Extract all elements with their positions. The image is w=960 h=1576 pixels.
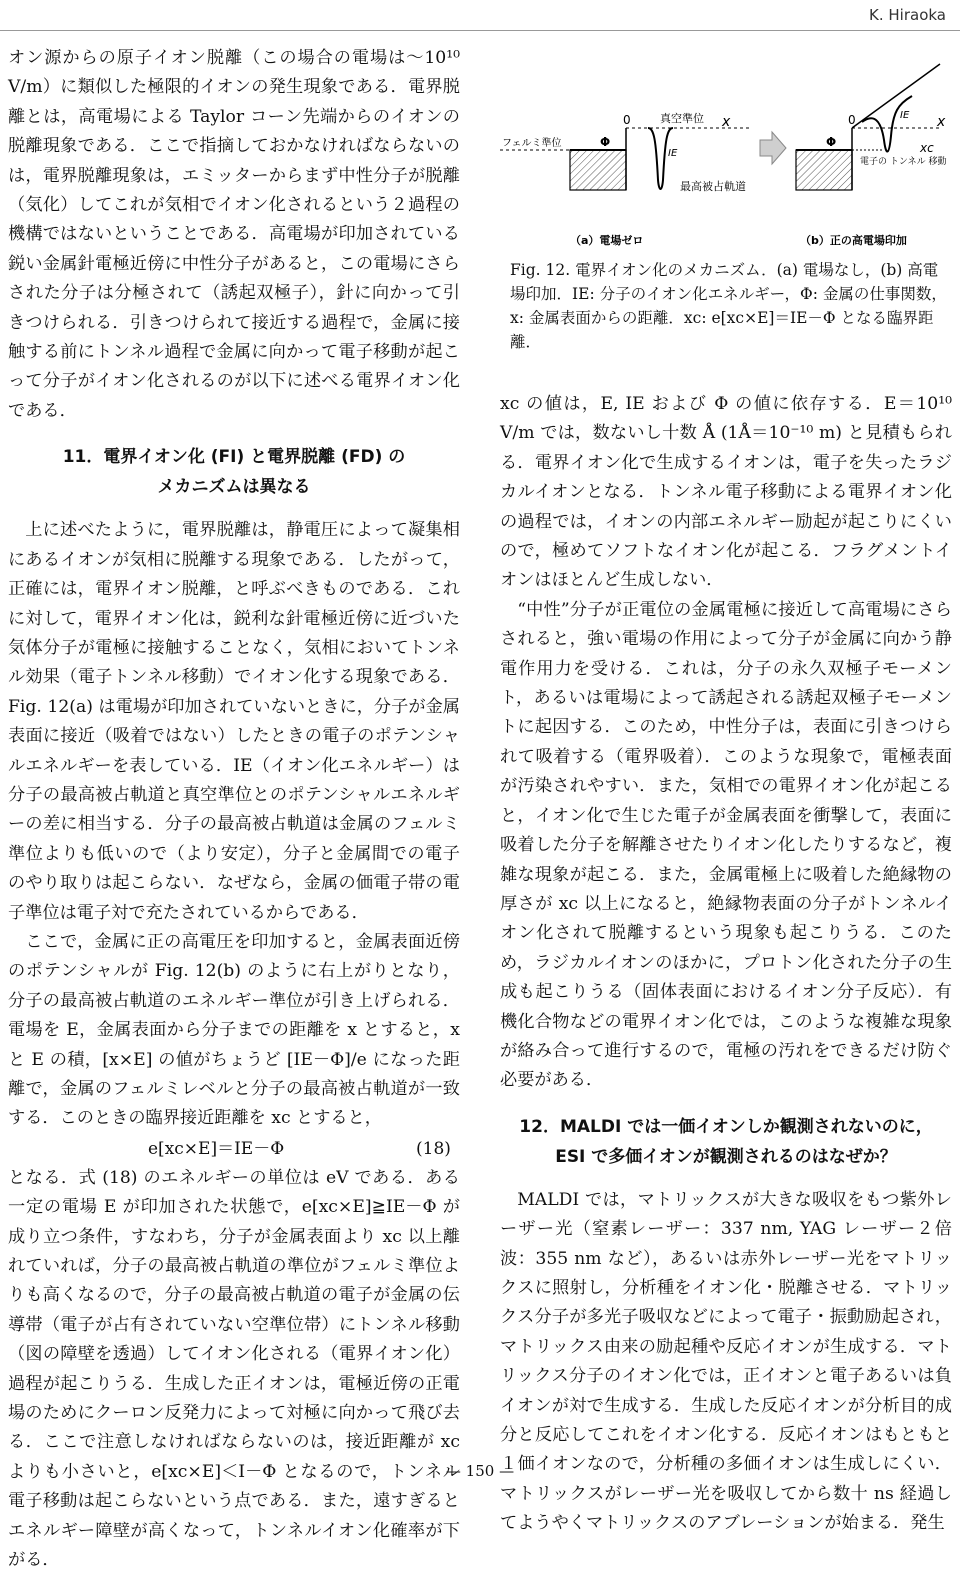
ie-label-a: IE [668, 148, 678, 159]
right-paragraph-1: xc の値は，E, IE および Φ の値に依存する．E＝10¹⁰ V/m では，数ないし十数 Å (1Å＝10⁻¹⁰ m) と見積もられる．電界イオン化で生成するイオンは，電子を失ったラジカルイオンとなる．トンネル電子移動による電界イオン化の過程では，イオンの内部エネルギー励起が起こりにくいので，極めてソフトなイオン化が起こる．フラグメントイオンはほとんど生成しない． [500, 394, 952, 591]
x-axis-label-a: x [722, 114, 731, 130]
xc-label: xc [920, 141, 934, 155]
equation-18 [8, 1134, 460, 1164]
equation-expression: e[xc×E]＝IE－Φ [148, 1138, 285, 1159]
section-11-title-line1: 11．電界イオン化 (FI) と電界脱離 (FD) の [62, 447, 406, 468]
fermi-level-label: フェルミ準位 [502, 138, 562, 149]
caption-label: Fig. 12. [510, 261, 571, 279]
section-11-paragraph-2: ここで，金属に正の高電圧を印加すると，金属表面近傍のポテンシャルが Fig. 12(b) のように右上がりとなり，分子の最高被占軌道のエネルギー準位が引き上げられる．電場を E，金属表面から分子までの距離を x とすると，x と E の積，[x×E] の値がちょうど [IE－Φ]/e になった距離で，金属のフェルミレベルと分子の最高被占軌道が一致する．このときの臨界接近距離を xc とすると， [8, 931, 460, 1129]
section-11-heading [8, 442, 460, 502]
page-number: — 150 — [445, 1462, 515, 1480]
author-name: K. Hiraoka [869, 6, 946, 24]
running-header [0, 0, 960, 31]
section-11-paragraph-3: となる．式 (18) のエネルギーの単位は eV である．ある一定の電場 E が印加された状態で，e[xc×E]≧IE－Φ が成り立つ条件，すなわち，分子が金属表面より xc 以上離れていれば，分子の最高被占軌道の準位がフェルミ準位よりも高くなるので，分子の最高被占軌道の電子が金属の伝導帯（電子が占有されていない空準位帯）にトンネル移動（図の障壁を透過）してイオン化される（電界イオン化）過程が起こりうる．生成した正イオンは，電極近傍の正電場のためにクーロン反発力によって対極に向かって飛び去る．ここで注意しなければならないのは，接近距離が xc よりも小さいと，e[xc×E]＜I－Φ となるので，トンネル電子移動は起こらないという点である．また，遠すぎるとエネルギー障壁が高くなって，トンネルイオン化確率が下がる． [8, 1167, 460, 1571]
origin-label-b: 0 [848, 113, 856, 127]
caption-text: 電界イオン化のメカニズム．(a) 電場なし，(b) 高電場印加．IE: 分子のイオン化エネルギー，Φ: 金属の仕事関数，x: 金属表面からの距離．xc: e[xc×E]＝IE－Φ となる臨界距離． [510, 261, 947, 351]
left-column [8, 44, 460, 1576]
origin-label-a: 0 [623, 113, 631, 127]
tunnel-transfer-label: 電子の トンネル 移動 [860, 157, 947, 167]
section-12-heading [500, 1112, 952, 1172]
right-paragraph-2: “中性”分子が正電位の金属電極に接近して高電場にさらされると，強い電場の作用によって分子が金属に向かう静電作用力を受ける．これは，分子の永久双極子モーメント，あるいは電場によって誘起される誘起双極子モーメントに起因する．このため，中性分子は，表面に引きつけられて吸着する（電界吸着）．このような現象で，電極表面が汚染されやすい．また，気相での電界イオン化が起こると，イオン化で生じた電子が金属表面を衝撃して，表面に吸着した分子を解離させたりイオン化したりするなど，複雑な現象が起こる．また，金属電極上に吸着した絶縁物の厚さが xc 以上になると，絶縁物表面の分子がトンネルイオン化されて脱離するという現象も起こりうる．このため，ラジカルイオンのほかに，プロトン化された分子の生成も起こりうる（固体表面におけるイオン分子反応）．有機化合物などの電界イオン化では，このような複雑な現象が絡み合って進行するので，電極の汚れをできるだけ防ぐ必要がある． [500, 599, 952, 1091]
panel-a-label: （a）電場ゼロ [570, 234, 644, 247]
section-11-paragraph-1: 上に述べたように，電界脱離は，静電圧によって凝集相にあるイオンが気相に脱離する現象である．したがって，正確には，電界イオン脱離，と呼ぶべきものである．これに対して，電界イオン化は，鋭利な針電極近傍に近づいた気体分子が電極に接触することなく，気相においてトンネル効果（電子トンネル移動）でイオン化する現象である．Fig. 12(a) は電場が印加されていないときに，分子が金属表面に接近（吸着ではない）したときの電子のポテンシャルエネルギーを表している．IE（イオン化エネルギー）は分子の最高被占軌道と真空準位とのポテンシャルエネルギーの差に相当する．分子の最高被占軌道は金属のフェルミ準位よりも低いので（より安定），分子と金属間での電子のやり取りは起こらない．なぜなら，金属の価電子帯の電子準位は電子対で充たされているからである． [8, 520, 460, 923]
ie-label-b: IE [900, 110, 910, 121]
section-12-title-line1: 12．MALDI では一価イオンしか観測されないのに， [519, 1116, 933, 1137]
homo-label: 最高被占軌道 [680, 180, 746, 193]
tilted-vacuum-level [852, 64, 940, 128]
figure-caption [510, 258, 950, 354]
x-axis-label-b: x [937, 114, 946, 130]
intro-paragraph: オン源からの原子イオン脱離（この場合の電場は～10¹⁰ V/m）に類似した極限的イオンの発生現象である．電界脱離とは，高電場による Taylor コーン先端からのイオンの脱離現象である．ここで指摘しておかなければならないのは，電界脱離現象は，エミッターからまず中性分子が脱離（気化）してこれが気相でイオン化されるという２過程の機構ではないということである．高電場が印加されている鋭い金属針電極近傍に中性分子があると，この電場にさらされた分子は分極されて（誘起双極子），針に向かって引きつけられる．引きつけられて接近する過程で，金属に接触する前にトンネル過程で金属に向かって電子移動が起こって分子がイオン化されるのが以下に述べる電界イオン化である． [8, 48, 460, 421]
section-12-title-line2: ESI で多価イオンが観測されるのはなぜか？ [555, 1146, 897, 1167]
metal-block-a [570, 150, 626, 190]
transition-arrow [760, 132, 786, 164]
field-ionization-figure [500, 60, 952, 255]
metal-block-b [796, 150, 852, 190]
section-11-title-line2: メカニズムは異なる [157, 477, 311, 498]
molecule-potential-well-b [862, 96, 912, 152]
right-column [500, 390, 952, 1539]
section-12-paragraph-1: MALDI では，マトリックスが大きな吸収をもつ紫外レーザー光（窒素レーザー：337 nm, YAG レーザー２倍波：355 nm など），あるいは赤外レーザー光をマトリックスに照射し，分析種をイオン化・脱離させる．マトリックス分子が多光子吸収などによって電子・振動励起され，マトリックス由来の励起種や反応イオンが生成する．マトリックス分子のイオン化では，正イオンと電子あるいは負イオンが対で生成する．生成した反応イオンが分析目的成分と反応してこれをイオン化する．反応イオンはもともと１価イオンなので，分析種の多価イオンは生成しにくい．マトリックスがレーザー光を吸収してから数十 ns 経過してようやくマトリックスのアブレーションが始まる．発生 [500, 1189, 952, 1534]
vacuum-level-label: 真空準位 [660, 112, 704, 125]
equation-number: (18) [416, 1138, 451, 1159]
phi-label-a: Φ [600, 135, 611, 149]
phi-label-b: Φ [826, 135, 837, 149]
panel-b-label: （b）正の高電場印加 [800, 234, 907, 247]
